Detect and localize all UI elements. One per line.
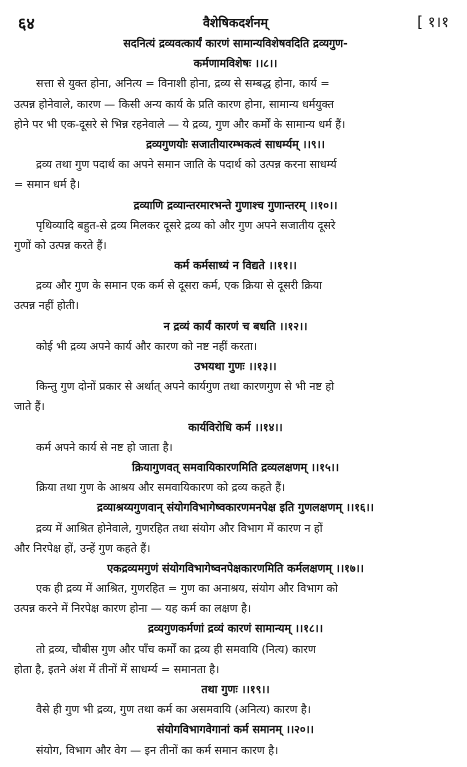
commentary-line: उत्पन्न नहीं होती। [14, 299, 79, 313]
section-marker: [ १।१ [417, 13, 449, 31]
sutra-line: सदनित्यं द्रव्यवत्कार्यं कारणं सामान्यविशेषवदिति द्रव्यगुण- [123, 37, 348, 50]
sutra-line: कर्म कर्मसाध्यं न विद्यते ।।११।। [174, 259, 297, 273]
commentary-line: द्रव्य तथा गुण पदार्थ का अपने समान जाति के पदार्थ को उत्पन्न करना साधर्म्य [36, 158, 337, 172]
page-title: वैशेषिकदर्शनम् [202, 15, 269, 30]
commentary-line: कोई भी द्रव्य अपने कार्य और कारण को नष्ट नहीं करता। [36, 339, 258, 353]
text-body [14, 34, 457, 761]
commentary-line: कर्म अपने कार्य से नष्ट हो जाता है। [36, 440, 173, 454]
commentary-line: = समान धर्म है। [14, 178, 81, 192]
commentary-line: एक ही द्रव्य में आश्रित, गुणरहित = गुण का अनाश्रय, संयोग और विभाग को [36, 582, 338, 596]
commentary-line: तो द्रव्य, चौबीस गुण और पाँच कर्मों का द्रव्य ही समवायि (नित्य) कारण [36, 642, 316, 656]
sutra-line: द्रव्यगुणयोः सजातीयारम्भकत्वं साधर्म्यम् ।।९।। [146, 137, 325, 151]
commentary-line: संयोग, विभाग और वेग — इन तीनों का कर्म समान कारण है। [36, 743, 279, 757]
sutra-line: द्रव्यगुणकर्मणां द्रव्यं कारणं सामान्यम् ।।१८।। [147, 622, 324, 636]
sutra-line: उभयथा गुणः ।।१३।। [194, 360, 277, 373]
sutra-line: कर्मणामविशेषः ।।८।। [193, 57, 278, 71]
commentary-line: द्रव्य और गुण के समान एक कर्म से दूसरा कर्म, एक क्रिया से दूसरी क्रिया [36, 279, 323, 293]
sutra-line: कार्यविरोधि कर्म ।।१४।। [188, 420, 283, 434]
commentary-line: होता है, इतने अंश में तीनों में साधर्म्य = समानता है। [14, 662, 220, 676]
commentary-line: जाते हैं। [14, 400, 45, 414]
sutra-line: संयोगविभागवेगानां कर्म समानम् ।।२०।। [157, 723, 314, 737]
commentary-line: किन्तु गुण दोनों प्रकार से अर्थात् अपने कार्यगुण तथा कारणगुण से भी नष्ट हो [36, 380, 335, 394]
commentary-line: सत्ता से युक्त होना, अनित्य = विनाशी होना, द्रव्य से सम्बद्ध होना, कार्य = [36, 77, 330, 91]
sutra-line: द्रव्याश्रय्यगुणवान् संयोगविभागेष्वकारणमनपेक्ष इति गुणलक्षणम् ।।१६।। [97, 501, 374, 515]
page-header [14, 6, 457, 32]
page-number: ६४ [18, 14, 35, 33]
commentary-line: गुणों को उत्पन्न करते हैं। [14, 238, 107, 252]
commentary-line: उत्पन्न होनेवाले, कारण — किसी अन्य कार्य के प्रति कारण होना, सामान्य धर्मयुक्त [14, 97, 334, 111]
sutra-line: एकद्रव्यमगुणं संयोगविभागेष्वनपेक्षकारणमिति कर्मलक्षणम् ।।१७।। [107, 561, 364, 575]
commentary-line: और निरपेक्ष हों, उन्हें गुण कहते हैं। [14, 541, 151, 555]
commentary-line: उत्पन्न करने में निरपेक्ष कारण होना — यह कर्म का लक्षण है। [14, 602, 252, 616]
commentary-line: वैसे ही गुण भी द्रव्य, गुण तथा कर्म का असमवायि (अनित्य) कारण है। [36, 703, 311, 717]
sutra-line: द्रव्याणि द्रव्यान्तरमारभन्ते गुणाश्च गुणान्तरम् ।।१०।। [133, 198, 338, 212]
commentary-line: क्रिया तथा गुण के आश्रय और समवायिकारण को द्रव्य कहते हैं। [36, 481, 286, 495]
sutra-line: क्रियागुणवत् समवायिकारणमिति द्रव्यलक्षणम् ।।१५।। [131, 460, 340, 474]
commentary-line: द्रव्य में आश्रित होनेवाले, गुणरहित तथा संयोग और विभाग में कारण न हों [36, 521, 323, 535]
sutra-line: तथा गुणः ।।१९।। [201, 683, 270, 696]
commentary-line: पृथिव्यादि बहुत-से द्रव्य मिलकर दूसरे द्रव्य को और गुण अपने सजातीय दूसरे [36, 218, 336, 232]
commentary-line: होने पर भी एक-दूसरे से भिन्न रहनेवाले — ये द्रव्य, गुण और कर्मों के सामान्य धर्म हैं। [14, 117, 346, 131]
sutra-line: न द्रव्यं कार्यं कारणं च बधति ।।१२।। [163, 319, 308, 333]
